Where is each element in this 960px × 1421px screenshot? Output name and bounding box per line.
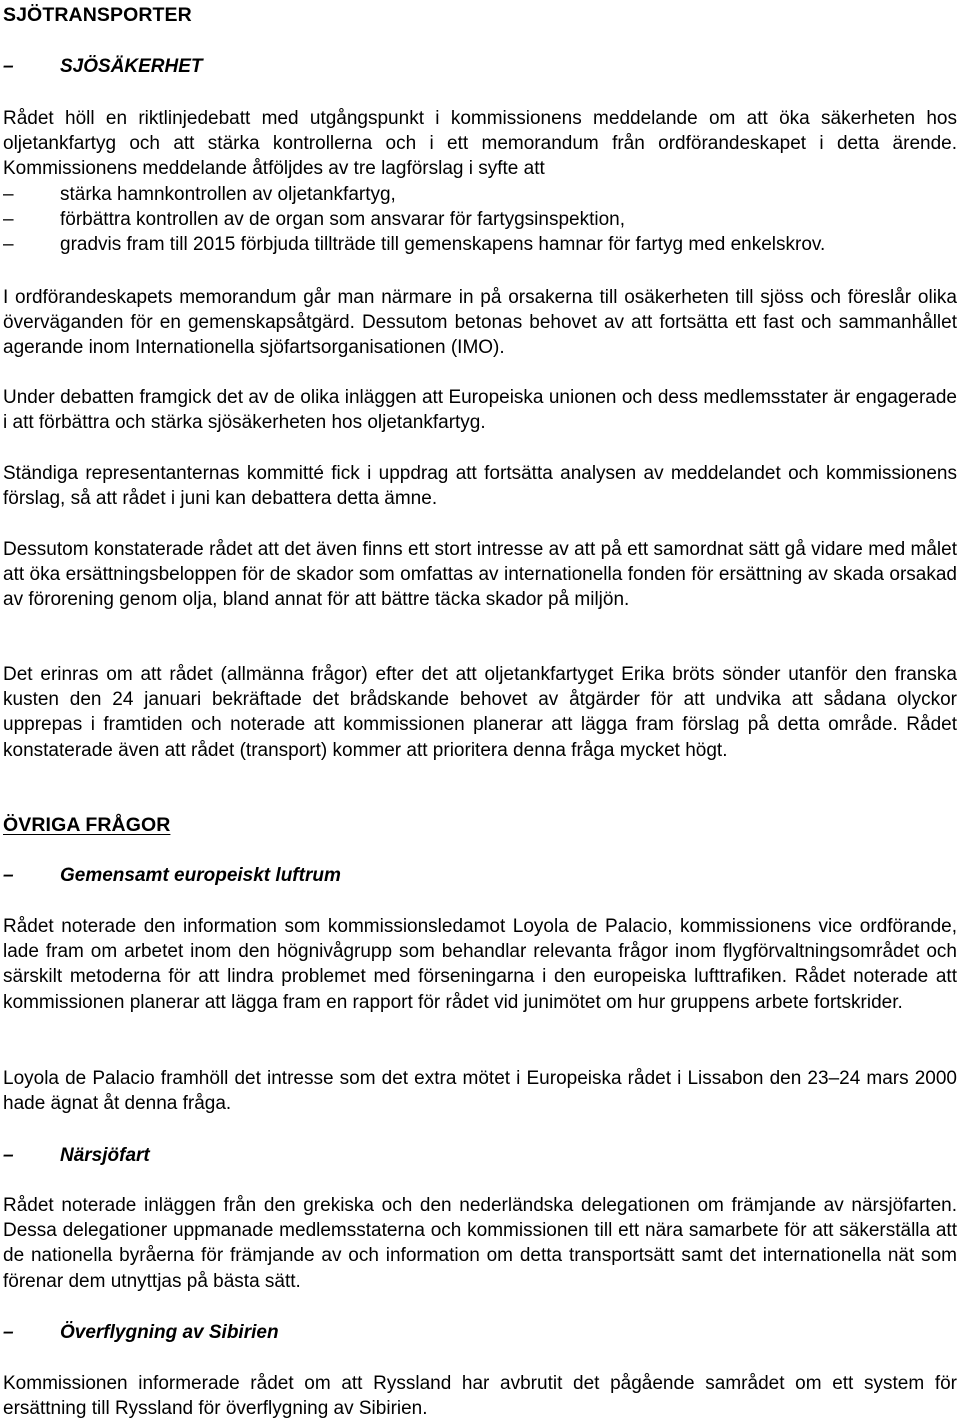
- paragraph: Kommissionen informerade rådet om att Ryssland har avbrutit det pågående samrådet om ett system för ersättning till Ryssland för överflygning av Sibirien.: [3, 1373, 957, 1420]
- dash-marker: –: [3, 184, 14, 205]
- paragraph: Loyola de Palacio framhöll det intresse som det extra mötet i Europeiska rådet i Lissabon den 23–24 mars 2000 hade ägnat åt denna fråga.: [3, 1068, 957, 1115]
- section-title-sjotransporter: SJÖTRANSPORTER: [3, 4, 192, 26]
- subheading-text: Överflygning av Sibirien: [60, 1322, 279, 1343]
- bullet-list: [3, 182, 957, 258]
- subheading-text: Gemensamt europeiskt luftrum: [60, 865, 341, 886]
- dash-marker: –: [3, 865, 14, 886]
- dash-marker: –: [3, 1322, 14, 1343]
- dash-marker: –: [3, 1145, 14, 1166]
- subheading-text: SJÖSÄKERHET: [60, 56, 203, 77]
- paragraph: Rådet noterade inläggen från den grekiska och den nederländska delegationen om främjande av närsjöfarten. Dessa delegationer uppmanade medlemsstaterna och kommissionen till ett nära samarbete för att säkerställa att de nationella byråerna för främjande av och information om detta transportsätt samt det internationella nät som förenar dem utnyttjas på bästa sätt.: [3, 1195, 957, 1292]
- paragraph: Rådet höll en riktlinjedebatt med utgångspunkt i kommissionens meddelande om att öka säkerheten hos oljetankfartyg och att stärka kontrollerna och i ett memorandum från ordförandeskapet i detta ärende. Kommissionens meddelande åtföljdes av tre lagförslag i syfte att: [3, 108, 957, 180]
- dash-marker: –: [3, 234, 14, 256]
- subheading-text: Närsjöfart: [60, 1145, 150, 1166]
- paragraph: Dessutom konstaterade rådet att det även finns ett stort intresse av att på ett samordnat sätt gå vidare med målet att öka ersättningsbeloppen för de skador som omfattas av internationella fonden för ersättning av skada orsakad av förorening genom olja, bland annat för att bättre täcka skador på miljön.: [3, 539, 957, 611]
- section-title-ovriga-fragor: ÖVRIGA FRÅGOR: [3, 814, 171, 836]
- list-item: [3, 232, 957, 257]
- dash-marker: –: [3, 56, 14, 77]
- dash-marker: –: [3, 209, 14, 231]
- paragraph: Ständiga representanternas kommitté fick i uppdrag att fortsätta analysen av meddelandet och kommissionens förslag, så att rådet i juni kan debattera detta ämne.: [3, 463, 957, 510]
- list-item-text: gradvis fram till 2015 förbjuda tillträde till gemenskapens hamnar för fartyg med enkelskrov.: [60, 234, 826, 256]
- paragraph: Det erinras om att rådet (allmänna frågor) efter det att oljetankfartyget Erika bröts sönder utanför den franska kusten den 24 januari bekräftade det brådskande behovet av åtgärder för att undvika att sådana olyckor upprepas i framtiden och noterade att kommissionen planerar att lägga fram förslag på detta område. Rådet konstaterade även att rådet (transport) kommer att prioritera denna fråga mycket högt.: [3, 664, 957, 761]
- list-item-text: förbättra kontrollen av de organ som ansvarar för fartygsinspektion,: [60, 209, 626, 231]
- paragraph: Under debatten framgick det av de olika inläggen att Europeiska unionen och dess medlemsstater är engagerade i att förbättra och stärka sjösäkerheten hos oljetankfartyg.: [3, 387, 957, 434]
- paragraph: Rådet noterade den information som kommissionsledamot Loyola de Palacio, kommissionens vice ordförande, lade fram om arbetet inom den högnivågrupp som behandlar relevanta frågor inom flygförvaltningsområdet och särskilt metoderna för att lindra problemet med förseningarna i den europeiska lufttrafiken. Rådet noterade att kommissionen planerar att lägga fram en rapport för rådet vid junimötet om hur gruppens arbete fortskrider.: [3, 916, 957, 1013]
- list-item: [3, 182, 957, 207]
- list-item: [3, 207, 957, 232]
- list-item-text: stärka hamnkontrollen av oljetankfartyg,: [60, 184, 396, 205]
- paragraph: I ordförandeskapets memorandum går man närmare in på orsakerna till osäkerheten till sjöss och föreslår olika överväganden för en gemenskapsåtgärd. Dessutom betonas behovet av att fortsätta ett fast och sammanhållet agerande inom Internationella sjöfartsorganisationen (IMO).: [3, 287, 957, 359]
